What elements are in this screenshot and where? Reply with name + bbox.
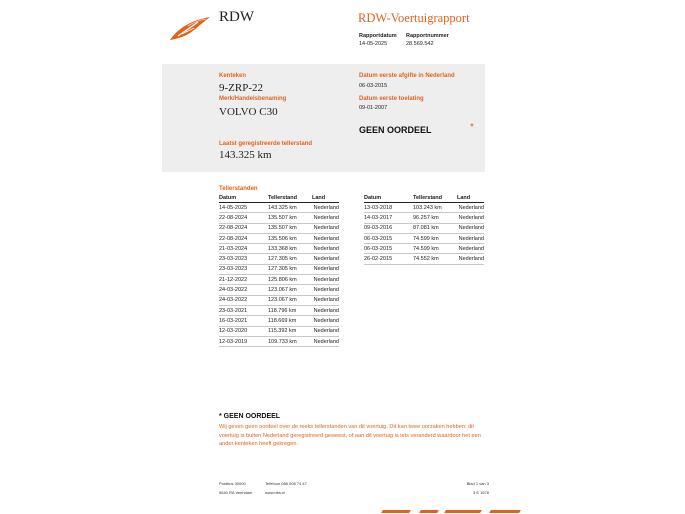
reading-date: 14-05-2025 bbox=[219, 203, 268, 213]
reading-country: Nederland bbox=[312, 336, 339, 346]
reading-date: 23-03-2021 bbox=[219, 305, 268, 315]
reading-date: 21-03-2024 bbox=[219, 244, 268, 254]
reading-country: Nederland bbox=[312, 305, 339, 315]
footer-phone: Telefoon 088 008 74 47 bbox=[265, 481, 307, 486]
reading-date: 24-03-2022 bbox=[219, 285, 268, 295]
reading-country: Nederland bbox=[312, 285, 339, 295]
footer-address2: 9640 RA Veendam bbox=[219, 490, 253, 495]
decor-stripe bbox=[489, 510, 521, 513]
reading-date: 06-03-2015 bbox=[364, 233, 413, 243]
reading-date: 23-03-2023 bbox=[219, 254, 268, 264]
table-row bbox=[364, 203, 484, 213]
table-row bbox=[364, 244, 484, 254]
reading-country: Nederland bbox=[457, 254, 484, 264]
reading-odometer: 109.733 km bbox=[268, 336, 312, 346]
report-number: 28.569.542 bbox=[406, 41, 434, 47]
reading-odometer: 74.552 km bbox=[413, 254, 457, 264]
table-row bbox=[219, 254, 339, 264]
table-row bbox=[219, 295, 339, 305]
table-row bbox=[219, 316, 339, 326]
table-row bbox=[219, 203, 339, 213]
verdict: GEEN OORDEEL bbox=[359, 125, 432, 135]
table-row bbox=[219, 275, 339, 285]
report-number-label: Rapportnummer bbox=[406, 33, 449, 39]
first-admission-value: 09-01-2007 bbox=[359, 105, 388, 111]
make-value: VOLVO C30 bbox=[219, 106, 278, 118]
col-odometer: Tellerstand bbox=[413, 194, 457, 203]
vehicle-summary-panel bbox=[162, 64, 485, 172]
decor-stripe bbox=[419, 510, 439, 513]
last-odo-label: Laatst geregistreerde tellerstand bbox=[219, 141, 313, 147]
table-row bbox=[219, 326, 339, 336]
table-row bbox=[364, 213, 484, 223]
plate-value: 9-ZRP-22 bbox=[219, 82, 263, 94]
reading-odometer: 74.599 km bbox=[413, 233, 457, 243]
reading-country: Nederland bbox=[457, 233, 484, 243]
reading-date: 26-02-2015 bbox=[364, 254, 413, 264]
table-row bbox=[364, 223, 484, 233]
note-title: * GEEN OORDEEL bbox=[219, 413, 281, 420]
first-admission-label: Datum eerste toelating bbox=[359, 96, 424, 102]
reading-date: 23-03-2023 bbox=[219, 264, 268, 274]
reading-country: Nederland bbox=[312, 233, 339, 243]
table-row bbox=[219, 223, 339, 233]
first-nl-label: Datum eerste afgifte in Nederland bbox=[359, 73, 455, 79]
table-row bbox=[364, 233, 484, 243]
table-row bbox=[219, 264, 339, 274]
decor-stripe bbox=[381, 510, 411, 513]
brand-name: RDW bbox=[219, 9, 254, 25]
reading-country: Nederland bbox=[312, 275, 339, 285]
reading-odometer: 74.599 km bbox=[413, 244, 457, 254]
table-row bbox=[219, 213, 339, 223]
reading-date: 22-08-2024 bbox=[219, 223, 268, 233]
reading-country: Nederland bbox=[312, 213, 339, 223]
footer-code: 3 E 1678 bbox=[472, 490, 489, 495]
reading-date: 14-03-2017 bbox=[364, 213, 413, 223]
reading-odometer: 143.325 km bbox=[268, 203, 312, 213]
table-row bbox=[219, 336, 339, 346]
reading-date: 22-08-2024 bbox=[219, 213, 268, 223]
reading-country: Nederland bbox=[312, 223, 339, 233]
reading-date: 06-03-2015 bbox=[364, 244, 413, 254]
table-row bbox=[219, 305, 339, 315]
table-row bbox=[219, 244, 339, 254]
reading-country: Nederland bbox=[312, 254, 339, 264]
first-nl-value: 06-03-2015 bbox=[359, 83, 388, 89]
footer-address1: Postbus 30000 bbox=[219, 481, 246, 486]
reading-country: Nederland bbox=[312, 326, 339, 336]
reading-date: 09-03-2016 bbox=[364, 223, 413, 233]
table-row bbox=[219, 233, 339, 243]
report-title: RDW-Voertuigrapport bbox=[358, 11, 470, 25]
col-country: Land bbox=[312, 194, 339, 203]
report-date-label: Rapportdatum bbox=[359, 33, 397, 39]
col-odometer: Tellerstand bbox=[268, 194, 312, 203]
reading-country: Nederland bbox=[457, 213, 484, 223]
reading-odometer: 118.669 km bbox=[268, 316, 312, 326]
note-text: Wij geven geen oordeel over de reeks tellerstanden van dit voertuig. Dit kan twee oorzaken hebben: dit voertuig is buiten Nederland geregistreerd geweest, of aan dit voertuig is iets veranderd waardoor het een ander kenteken heeft gekregen. bbox=[219, 424, 481, 448]
footer-web: www.rdw.nl bbox=[265, 490, 286, 495]
reading-country: Nederland bbox=[312, 203, 339, 213]
reading-odometer: 123.067 km bbox=[268, 295, 312, 305]
reading-country: Nederland bbox=[312, 295, 339, 305]
reading-odometer: 135.507 km bbox=[268, 223, 312, 233]
table-row bbox=[219, 285, 339, 295]
reading-odometer: 135.507 km bbox=[268, 213, 312, 223]
reading-odometer: 118.796 km bbox=[268, 305, 312, 315]
reading-odometer: 127.305 km bbox=[268, 254, 312, 264]
reading-date: 22-08-2024 bbox=[219, 233, 268, 243]
report-date: 14-05-2025 bbox=[359, 41, 388, 47]
last-odo-value: 143.325 km bbox=[219, 149, 272, 161]
reading-odometer: 127.305 km bbox=[268, 264, 312, 274]
col-date: Datum bbox=[219, 194, 268, 203]
footer-page: Blad 1 van 3 bbox=[466, 481, 489, 486]
reading-date: 12-03-2019 bbox=[219, 336, 268, 346]
reading-country: Nederland bbox=[312, 264, 339, 274]
col-country: Land bbox=[457, 194, 484, 203]
reading-odometer: 135.506 km bbox=[268, 233, 312, 243]
readings-table-left bbox=[219, 194, 339, 347]
reading-odometer: 87.081 km bbox=[413, 223, 457, 233]
reading-odometer: 125.806 km bbox=[268, 275, 312, 285]
readings-table-right bbox=[364, 194, 484, 265]
reading-odometer: 96.257 km bbox=[413, 213, 457, 223]
reading-odometer: 133.368 km bbox=[268, 244, 312, 254]
table-row bbox=[364, 254, 484, 264]
reading-date: 21-12-2022 bbox=[219, 275, 268, 285]
reading-odometer: 123.067 km bbox=[268, 285, 312, 295]
reading-country: Nederland bbox=[312, 316, 339, 326]
reading-country: Nederland bbox=[457, 244, 484, 254]
reading-odometer: 115.392 km bbox=[268, 326, 312, 336]
reading-date: 24-03-2022 bbox=[219, 295, 268, 305]
reading-country: Nederland bbox=[457, 223, 484, 233]
reading-country: Nederland bbox=[312, 244, 339, 254]
reading-date: 16-03-2021 bbox=[219, 316, 268, 326]
reading-country: Nederland bbox=[457, 203, 484, 213]
reading-date: 13-03-2018 bbox=[364, 203, 413, 213]
col-date: Datum bbox=[364, 194, 413, 203]
reading-date: 12-03-2020 bbox=[219, 326, 268, 336]
verdict-mark: * bbox=[470, 122, 474, 133]
make-label: Merk/Handelsbenaming bbox=[219, 96, 287, 102]
readings-title: Tellerstanden bbox=[219, 186, 258, 192]
reading-odometer: 103.243 km bbox=[413, 203, 457, 213]
rdw-feather-logo-icon bbox=[168, 14, 212, 42]
decor-stripe bbox=[444, 510, 482, 513]
plate-label: Kenteken bbox=[219, 73, 247, 79]
